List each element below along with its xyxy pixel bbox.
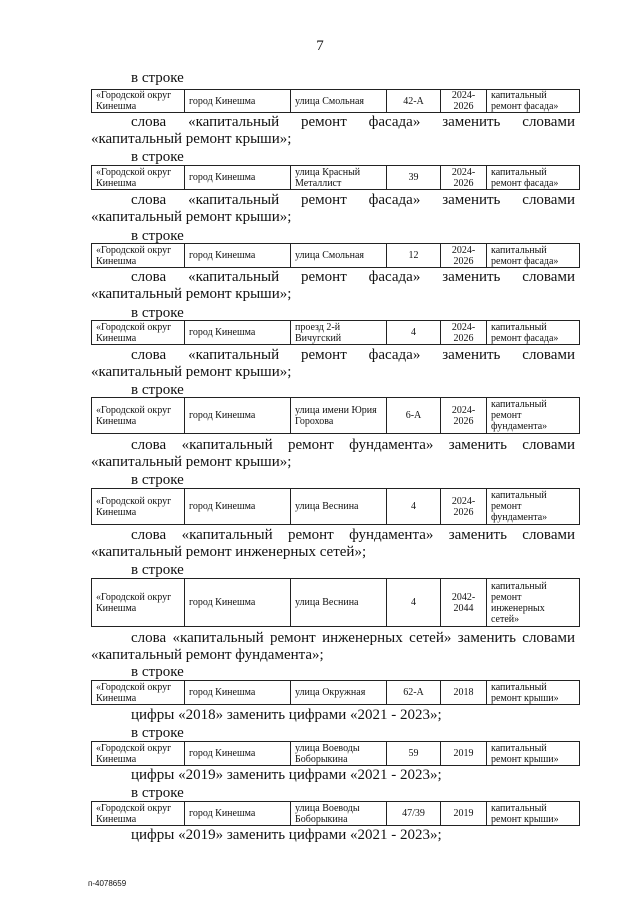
replacement-text bbox=[91, 269, 575, 303]
cell-city: город Кинешма bbox=[185, 802, 291, 826]
cell-street: улица Смольная bbox=[291, 244, 387, 268]
cell-years: 2018 bbox=[441, 681, 487, 705]
table-row bbox=[91, 488, 580, 525]
cell-street: улица Воеводы Боборыкина bbox=[291, 742, 387, 766]
replacement-line: «капитальный ремонт крыши»; bbox=[91, 286, 292, 302]
replacement-text bbox=[91, 630, 575, 664]
cell-work-type: капитальный ремонт фундамента» bbox=[487, 398, 580, 434]
cell-work-type: капитальный ремонт крыши» bbox=[487, 681, 580, 705]
cell-house-number: 6-А bbox=[387, 398, 441, 434]
cell-house-number: 4 bbox=[387, 489, 441, 525]
replacement-line: цифры «2018» заменить цифрами «2021 - 2023»; bbox=[131, 707, 442, 723]
cell-city: город Кинешма bbox=[185, 166, 291, 190]
intro-text: в строке bbox=[131, 382, 184, 398]
cell-work-type: капитальный ремонт фасада» bbox=[487, 244, 580, 268]
replacement-line: слова «капитальный ремонт фасада» заменить словами bbox=[131, 347, 575, 363]
intro-text: в строке bbox=[131, 472, 184, 488]
replacement-line: «капитальный ремонт крыши»; bbox=[91, 364, 292, 380]
replacement-line: «капитальный ремонт инженерных сетей»; bbox=[91, 544, 367, 560]
intro-text: в строке bbox=[131, 785, 184, 801]
cell-street: улица Воеводы Боборыкина bbox=[291, 802, 387, 826]
replacement-line: цифры «2019» заменить цифрами «2021 - 2023»; bbox=[131, 827, 442, 843]
intro-text: в строке bbox=[131, 664, 184, 680]
cell-house-number: 4 bbox=[387, 579, 441, 627]
replacement-line: «капитальный ремонт крыши»; bbox=[91, 209, 292, 225]
cell-years: 2024-2026 bbox=[441, 321, 487, 345]
cell-house-number: 12 bbox=[387, 244, 441, 268]
cell-work-type: капитальный ремонт фасада» bbox=[487, 166, 580, 190]
cell-municipality: «Городской округ Кинешма bbox=[92, 742, 185, 766]
cell-municipality: «Городской округ Кинешма bbox=[92, 321, 185, 345]
cell-municipality: «Городской округ Кинешма bbox=[92, 579, 185, 627]
cell-street: проезд 2-й Вичугский bbox=[291, 321, 387, 345]
cell-municipality: «Городской округ Кинешма bbox=[92, 489, 185, 525]
replacement-line: слова «капитальный ремонт фасада» заменить словами bbox=[131, 269, 575, 285]
replacement-line: слова «капитальный ремонт фундамента» заменить словами bbox=[131, 527, 575, 543]
replacement-text bbox=[91, 347, 575, 381]
intro-text: в строке bbox=[131, 305, 184, 321]
cell-house-number: 47/39 bbox=[387, 802, 441, 826]
cell-street: улица Веснина bbox=[291, 579, 387, 627]
cell-city: город Кинешма bbox=[185, 742, 291, 766]
page-number: 7 bbox=[316, 38, 324, 54]
cell-city: город Кинешма bbox=[185, 489, 291, 525]
cell-city: город Кинешма bbox=[185, 681, 291, 705]
table-row bbox=[91, 320, 580, 345]
replacement-line: «капитальный ремонт фундамента»; bbox=[91, 647, 324, 663]
replacement-line: слова «капитальный ремонт фундамента» заменить словами bbox=[131, 437, 575, 453]
cell-municipality: «Городской округ Кинешма bbox=[92, 90, 185, 113]
table-row bbox=[91, 243, 580, 268]
cell-street: улица Окружная bbox=[291, 681, 387, 705]
cell-years: 2042-2044 bbox=[441, 579, 487, 627]
cell-years: 2019 bbox=[441, 802, 487, 826]
intro-text: в строке bbox=[131, 725, 184, 741]
cell-city: город Кинешма bbox=[185, 321, 291, 345]
table-row bbox=[91, 578, 580, 627]
cell-house-number: 59 bbox=[387, 742, 441, 766]
cell-city: город Кинешма bbox=[185, 244, 291, 268]
cell-city: город Кинешма bbox=[185, 579, 291, 627]
replacement-line: «капитальный ремонт крыши»; bbox=[91, 454, 292, 470]
intro-text: в строке bbox=[131, 562, 184, 578]
cell-work-type: капитальный ремонт фасада» bbox=[487, 90, 580, 113]
replacement-line: слова «капитальный ремонт инженерных сетей» заменить словами bbox=[131, 630, 575, 646]
replacement-line: слова «капитальный ремонт фасада» заменить словами bbox=[131, 114, 575, 130]
cell-municipality: «Городской округ Кинешма bbox=[92, 166, 185, 190]
replacement-line: «капитальный ремонт крыши»; bbox=[91, 131, 292, 147]
replacement-text bbox=[91, 114, 575, 148]
table-row bbox=[91, 89, 580, 113]
cell-street: улица Красный Металлист bbox=[291, 166, 387, 190]
cell-years: 2024-2026 bbox=[441, 90, 487, 113]
replacement-text bbox=[91, 707, 575, 724]
cell-house-number: 4 bbox=[387, 321, 441, 345]
cell-city: город Кинешма bbox=[185, 90, 291, 113]
cell-house-number: 39 bbox=[387, 166, 441, 190]
table-row bbox=[91, 801, 580, 826]
cell-street: улица имени Юрия Горохова bbox=[291, 398, 387, 434]
cell-municipality: «Городской округ Кинешма bbox=[92, 398, 185, 434]
cell-street: улица Смольная bbox=[291, 90, 387, 113]
replacement-text bbox=[91, 767, 575, 784]
table-row bbox=[91, 741, 580, 766]
replacement-line: цифры «2019» заменить цифрами «2021 - 2023»; bbox=[131, 767, 442, 783]
cell-years: 2019 bbox=[441, 742, 487, 766]
cell-work-type: капитальный ремонт фундамента» bbox=[487, 489, 580, 525]
cell-municipality: «Городской округ Кинешма bbox=[92, 802, 185, 826]
cell-years: 2024-2026 bbox=[441, 166, 487, 190]
table-row bbox=[91, 165, 580, 190]
cell-municipality: «Городской округ Кинешма bbox=[92, 244, 185, 268]
intro-text: в строке bbox=[131, 228, 184, 244]
cell-years: 2024-2026 bbox=[441, 489, 487, 525]
table-row bbox=[91, 680, 580, 705]
replacement-text bbox=[91, 827, 575, 844]
replacement-text bbox=[91, 192, 575, 226]
document-code: п-4078659 bbox=[88, 879, 127, 888]
intro-text: в строке bbox=[131, 70, 184, 86]
cell-municipality: «Городской округ Кинешма bbox=[92, 681, 185, 705]
cell-work-type: капитальный ремонт инженерных сетей» bbox=[487, 579, 580, 627]
intro-text: в строке bbox=[131, 149, 184, 165]
replacement-line: слова «капитальный ремонт фасада» заменить словами bbox=[131, 192, 575, 208]
cell-work-type: капитальный ремонт крыши» bbox=[487, 802, 580, 826]
replacement-text bbox=[91, 527, 575, 561]
replacement-text bbox=[91, 437, 575, 471]
cell-years: 2024-2026 bbox=[441, 398, 487, 434]
cell-street: улица Веснина bbox=[291, 489, 387, 525]
cell-work-type: капитальный ремонт крыши» bbox=[487, 742, 580, 766]
cell-years: 2024-2026 bbox=[441, 244, 487, 268]
cell-work-type: капитальный ремонт фасада» bbox=[487, 321, 580, 345]
table-row bbox=[91, 397, 580, 434]
cell-house-number: 42-А bbox=[387, 90, 441, 113]
cell-city: город Кинешма bbox=[185, 398, 291, 434]
cell-house-number: 62-А bbox=[387, 681, 441, 705]
